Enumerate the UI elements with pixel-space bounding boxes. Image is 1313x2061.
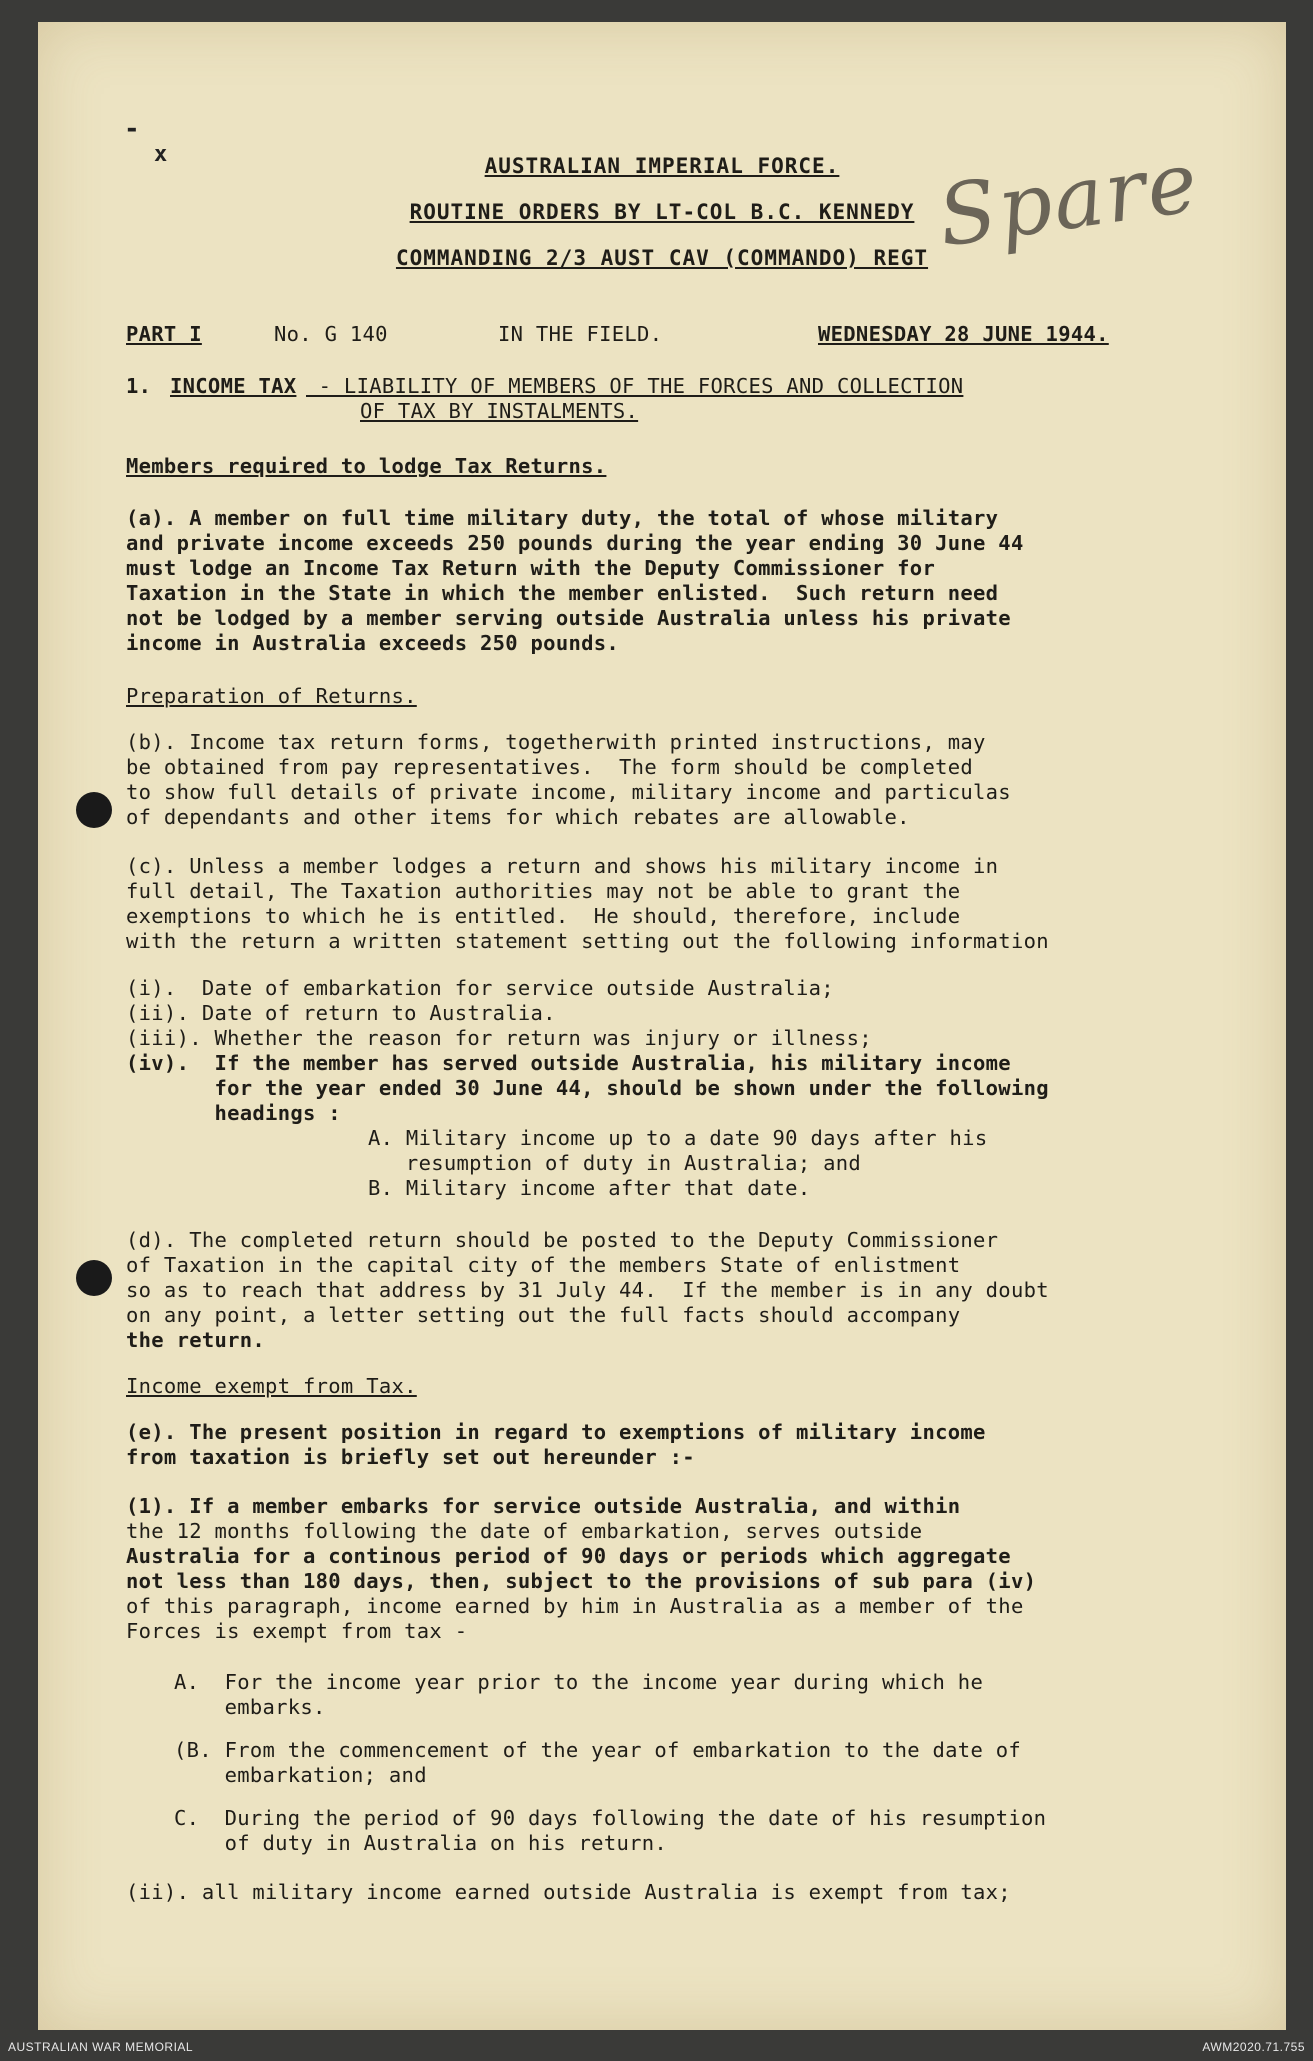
part-label: PART I xyxy=(126,322,202,346)
para-d-line-5: the return. xyxy=(126,1328,266,1352)
para-d-line-4: on any point, a letter setting out the full facts should accompany xyxy=(126,1303,961,1327)
list-1-b-line-2: embarkation; and xyxy=(174,1763,427,1787)
stray-mark-x: x xyxy=(154,142,168,167)
para-a-line-3: must lodge an Income Tax Return with the Deputy Commissioner for xyxy=(126,556,936,580)
para-d-line-2: of Taxation in the capital city of the members State of enlistment xyxy=(126,1253,961,1277)
para-a-line-2: and private income exceeds 250 pounds during the year ending 30 June 44 xyxy=(126,531,1024,555)
para-a-line-4: Taxation in the State in which the member enlisted. Such return need xyxy=(126,581,999,605)
para-a-line-1: (a). A member on full time military duty, the total of whose military xyxy=(126,506,999,530)
list-c-sub-a: A. Military income up to a date 90 days after his xyxy=(368,1126,988,1150)
para-1-line-1: (1). If a member embarks for service outside Australia, and within xyxy=(126,1494,961,1518)
para-1-line-4: not less than 180 days, then, subject to the provisions of sub para (iv) xyxy=(126,1569,1037,1593)
para-a-line-5: not be lodged by a member serving outside Australia unless his private xyxy=(126,606,1011,630)
para-1-line-5: of this paragraph, income earned by him in Australia as a member of the xyxy=(126,1594,1024,1618)
item-number: 1. xyxy=(126,374,152,398)
para-b-line-4: of dependants and other items for which rebates are allowable. xyxy=(126,805,910,829)
header-routine: ROUTINE ORDERS BY LT-COL B.C. KENNEDY xyxy=(409,200,915,224)
list-1-b-line-1: (B. From the commencement of the year of embarkation to the date of xyxy=(174,1738,1022,1762)
para-d-line-3: so as to reach that address by 31 July 44. If the member is in any doubt xyxy=(126,1278,1049,1302)
list-c-item-iv-line-1: (iv). If the member has served outside Australia, his military income xyxy=(126,1051,1011,1075)
list-c-item-iv-line-2: for the year ended 30 June 44, should be shown under the following xyxy=(126,1076,1049,1100)
list-c-sub-a-cont: resumption of duty in Australia; and xyxy=(368,1151,862,1175)
list-1-a-line-2: embarks. xyxy=(174,1695,326,1719)
list-c-item-i: (i). Date of embarkation for service outside Australia; xyxy=(126,976,834,1000)
item-title: INCOME TAX xyxy=(170,374,297,398)
para-b-line-1: (b). Income tax return forms, togetherwith printed instructions, may xyxy=(126,730,986,754)
header-title: AUSTRALIAN IMPERIAL FORCE. xyxy=(484,154,840,178)
para-c-line-4: with the return a written statement setting out the following information xyxy=(126,929,1049,953)
heading-preparation: Preparation of Returns. xyxy=(126,684,417,708)
heading-members-required: Members required to lodge Tax Returns. xyxy=(126,454,607,478)
document-page xyxy=(38,22,1286,2030)
punch-hole-top xyxy=(76,792,112,828)
item-subtitle-line2: OF TAX BY INSTALMENTS. xyxy=(360,399,639,423)
item-subtitle-line1: - LIABILITY OF MEMBERS OF THE FORCES AND COLLECTION xyxy=(306,374,964,398)
part-number: No. G 140 xyxy=(274,322,388,346)
header-commanding: COMMANDING 2/3 AUST CAV (COMMANDO) REGT xyxy=(395,246,929,270)
list-c-item-iv-line-3: headings : xyxy=(126,1101,341,1125)
list-c-sub-b: B. Military income after that date. xyxy=(368,1176,811,1200)
part-date: WEDNESDAY 28 JUNE 1944. xyxy=(818,322,1109,346)
stray-mark-dash: - xyxy=(124,114,140,144)
para-c-line-1: (c). Unless a member lodges a return and shows his military income in xyxy=(126,854,999,878)
list-c-item-iii: (iii). Whether the reason for return was injury or illness; xyxy=(126,1026,872,1050)
para-1-line-3: Australia for a continous period of 90 days or periods which aggregate xyxy=(126,1544,1011,1568)
punch-hole-bottom xyxy=(76,1260,112,1296)
heading-income-exempt: Income exempt from Tax. xyxy=(126,1374,417,1398)
part-place: IN THE FIELD. xyxy=(498,322,663,346)
para-d-line-1: (d). The completed return should be posted to the Deputy Commissioner xyxy=(126,1228,999,1252)
footer-reference: AWM2020.71.755 xyxy=(1202,2040,1305,2054)
list-1-a-line-1: A. For the income year prior to the income year during which he xyxy=(174,1670,984,1694)
handwritten-annotation: Spare xyxy=(932,132,1205,266)
para-c-line-2: full detail, The Taxation authorities may not be able to grant the xyxy=(126,879,961,903)
para-ii: (ii). all military income earned outside Australia is exempt from tax; xyxy=(126,1880,1011,1904)
para-b-line-2: be obtained from pay representatives. The form should be completed xyxy=(126,755,974,779)
para-e-line-1: (e). The present position in regard to exemptions of military income xyxy=(126,1420,986,1444)
para-1-line-2: the 12 months following the date of embarkation, serves outside xyxy=(126,1519,923,1543)
footer-institution: AUSTRALIAN WAR MEMORIAL xyxy=(8,2040,194,2054)
para-c-line-3: exemptions to which he is entitled. He should, therefore, include xyxy=(126,904,961,928)
list-c-item-ii: (ii). Date of return to Australia. xyxy=(126,1001,556,1025)
list-1-c-line-2: of duty in Australia on his return. xyxy=(174,1831,668,1855)
para-1-line-6: Forces is exempt from tax - xyxy=(126,1619,468,1643)
para-e-line-2: from taxation is briefly set out hereunder :- xyxy=(126,1445,695,1469)
list-1-c-line-1: C. During the period of 90 days following the date of his resumption xyxy=(174,1806,1047,1830)
para-a-line-6: income in Australia exceeds 250 pounds. xyxy=(126,631,620,655)
para-b-line-3: to show full details of private income, military income and particulas xyxy=(126,780,1011,804)
